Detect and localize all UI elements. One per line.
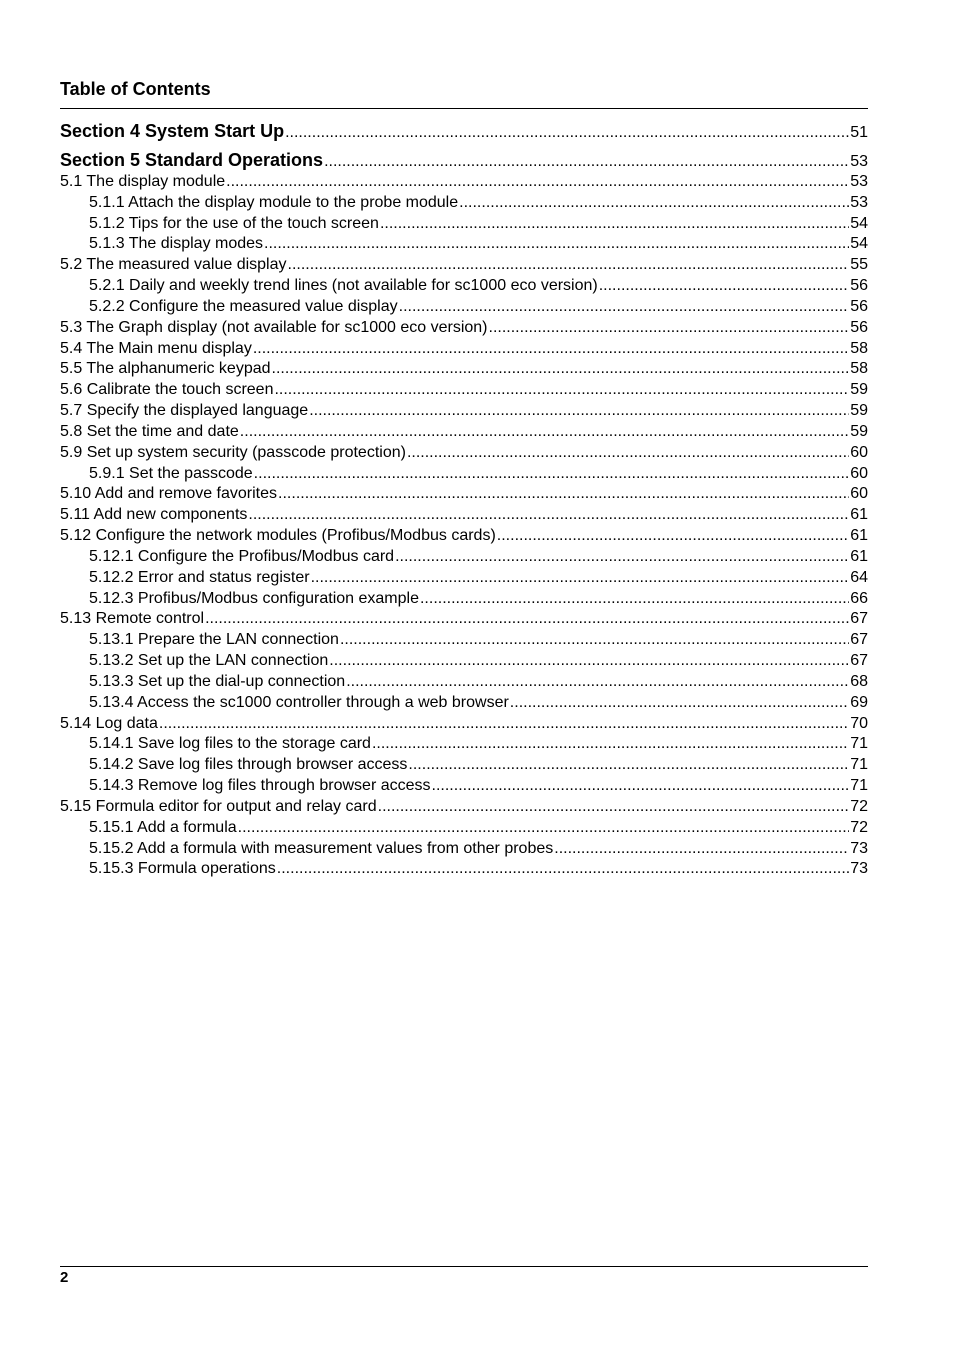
toc-dot-leader bbox=[288, 255, 850, 276]
toc-entry-page: 66 bbox=[850, 589, 868, 607]
toc-entry-page: 53 bbox=[850, 173, 868, 190]
toc-dot-leader bbox=[378, 797, 850, 818]
toc-entry-page: 55 bbox=[850, 256, 868, 274]
toc-entry[interactable] bbox=[60, 484, 868, 505]
toc-entry-label: 5.15 Formula editor for output and relay card bbox=[60, 797, 377, 815]
toc-entry-page: 54 bbox=[850, 235, 868, 253]
toc-dot-leader bbox=[497, 526, 849, 547]
toc-dot-leader bbox=[510, 693, 849, 714]
toc-entry-label: 5.12.2 Error and status register bbox=[89, 568, 310, 586]
toc-entry-label: 5.13.4 Access the sc1000 controller through a web browser bbox=[89, 693, 509, 711]
footer-page-number: 2 bbox=[60, 1269, 69, 1286]
toc-entry-label: 5.3 The Graph display (not available for sc1000 eco version) bbox=[60, 318, 488, 336]
toc-entry[interactable] bbox=[60, 651, 868, 672]
page-title: Table of Contents bbox=[60, 79, 211, 99]
toc-entry-page: 67 bbox=[850, 652, 868, 670]
toc-entry[interactable] bbox=[60, 755, 868, 776]
toc-entry-label: 5.13.2 Set up the LAN connection bbox=[89, 652, 329, 670]
toc-entry-page: 73 bbox=[850, 860, 868, 878]
toc-entry[interactable] bbox=[60, 297, 868, 318]
toc-entry-page: 67 bbox=[850, 610, 868, 628]
toc-entry[interactable] bbox=[60, 693, 868, 714]
toc-dot-leader bbox=[254, 464, 850, 485]
toc-entry-label: 5.14.3 Remove log files through browser access bbox=[89, 777, 431, 795]
toc-entry[interactable] bbox=[60, 672, 868, 693]
toc-entry[interactable] bbox=[60, 464, 868, 485]
toc-entry[interactable] bbox=[60, 589, 868, 610]
toc-entry-page: 71 bbox=[850, 777, 868, 795]
toc-entry[interactable] bbox=[60, 526, 868, 547]
toc-dot-leader bbox=[489, 318, 850, 339]
toc-entry-page: 61 bbox=[850, 506, 868, 524]
toc-entry-label: 5.2.1 Daily and weekly trend lines (not available for sc1000 eco version) bbox=[89, 277, 598, 295]
toc-entry-label: 5.1.2 Tips for the use of the touch screen bbox=[89, 214, 379, 232]
toc-section-entry[interactable] bbox=[60, 119, 868, 143]
toc-dot-leader bbox=[309, 401, 849, 422]
toc-entry[interactable] bbox=[60, 276, 868, 297]
toc-dot-leader bbox=[380, 214, 849, 235]
toc-entry-label: Section 5 Standard Operations bbox=[60, 150, 324, 170]
toc-entry-label: 5.5 The alphanumeric keypad bbox=[60, 360, 271, 378]
toc-dot-leader bbox=[346, 672, 849, 693]
page-footer bbox=[60, 1266, 868, 1288]
toc-entry-page: 61 bbox=[850, 547, 868, 565]
toc-dot-leader bbox=[238, 818, 850, 839]
toc-entry-page: 64 bbox=[850, 568, 868, 586]
toc-entry[interactable] bbox=[60, 380, 868, 401]
toc-entry-page: 60 bbox=[850, 443, 868, 461]
toc-dot-leader bbox=[324, 150, 849, 174]
toc-entry-label: 5.7 Specify the displayed language bbox=[60, 402, 309, 420]
toc-entry[interactable] bbox=[60, 401, 868, 422]
toc-entry[interactable] bbox=[60, 609, 868, 630]
toc-entry-page: 60 bbox=[850, 464, 868, 482]
toc-entry-label: 5.12 Configure the network modules (Profibus/Modbus cards) bbox=[60, 527, 496, 545]
toc-entry-page: 70 bbox=[850, 714, 868, 732]
toc-dot-leader bbox=[599, 276, 849, 297]
toc-entry[interactable] bbox=[60, 630, 868, 651]
toc-entry[interactable] bbox=[60, 568, 868, 589]
toc-entry-page: 68 bbox=[850, 672, 868, 690]
toc-entry-label: 5.9.1 Set the passcode bbox=[89, 464, 253, 482]
toc-dot-leader bbox=[240, 422, 849, 443]
toc-dot-leader bbox=[432, 776, 850, 797]
toc-entry-label: 5.13 Remote control bbox=[60, 610, 205, 628]
toc-dot-leader bbox=[399, 297, 850, 318]
toc-entry-page: 56 bbox=[850, 277, 868, 295]
toc-entry-label: 5.12.1 Configure the Profibus/Modbus card bbox=[89, 547, 395, 565]
table-of-contents bbox=[60, 119, 868, 880]
toc-dot-leader bbox=[395, 547, 849, 568]
toc-entry[interactable] bbox=[60, 818, 868, 839]
toc-entry-page: 59 bbox=[850, 402, 868, 420]
toc-entry-page: 51 bbox=[850, 124, 868, 141]
toc-dot-leader bbox=[278, 484, 849, 505]
toc-entry-page: 60 bbox=[850, 485, 868, 503]
toc-entry-page: 72 bbox=[850, 818, 868, 836]
toc-entry[interactable] bbox=[60, 859, 868, 880]
toc-entry-label: 5.15.2 Add a formula with measurement values from other probes bbox=[89, 839, 554, 857]
toc-entry-label: 5.15.3 Formula operations bbox=[89, 860, 276, 878]
toc-entry-label: 5.14.2 Save log files through browser access bbox=[89, 756, 408, 774]
toc-entry[interactable] bbox=[60, 255, 868, 276]
toc-entry-page: 58 bbox=[850, 360, 868, 378]
toc-entry[interactable] bbox=[60, 234, 868, 255]
toc-entry-page: 54 bbox=[850, 214, 868, 232]
toc-entry[interactable] bbox=[60, 839, 868, 860]
toc-entry-label: 5.11 Add new components bbox=[60, 506, 248, 524]
toc-entry-label: 5.9 Set up system security (passcode protection) bbox=[60, 443, 406, 461]
toc-dot-leader bbox=[277, 859, 849, 880]
toc-dot-leader bbox=[272, 359, 850, 380]
toc-entry-page: 71 bbox=[850, 735, 868, 753]
toc-entry-label: 5.2.2 Configure the measured value display bbox=[89, 297, 398, 315]
toc-dot-leader bbox=[205, 609, 849, 630]
toc-entry-page: 61 bbox=[850, 527, 868, 545]
toc-dot-leader bbox=[226, 172, 849, 193]
toc-entry-page: 56 bbox=[850, 318, 868, 336]
toc-dot-leader bbox=[248, 505, 849, 526]
toc-dot-leader bbox=[420, 589, 849, 610]
toc-entry-page: 53 bbox=[850, 193, 868, 211]
toc-entry-page: 56 bbox=[850, 297, 868, 315]
toc-dot-leader bbox=[253, 339, 849, 360]
toc-entry-label: 5.6 Calibrate the touch screen bbox=[60, 381, 274, 399]
toc-entry-label: 5.8 Set the time and date bbox=[60, 422, 239, 440]
toc-entry[interactable] bbox=[60, 797, 868, 818]
toc-entry[interactable] bbox=[60, 318, 868, 339]
toc-dot-leader bbox=[459, 193, 849, 214]
toc-entry[interactable] bbox=[60, 714, 868, 735]
toc-entry[interactable] bbox=[60, 172, 868, 193]
toc-entry-label: 5.4 The Main menu display bbox=[60, 339, 252, 357]
toc-dot-leader bbox=[264, 234, 849, 255]
toc-entry-page: 69 bbox=[850, 693, 868, 711]
toc-entry-label: 5.1.1 Attach the display module to the probe module bbox=[89, 193, 459, 211]
toc-section-entry[interactable] bbox=[60, 148, 868, 172]
toc-entry-page: 59 bbox=[850, 381, 868, 399]
toc-entry-label: 5.15.1 Add a formula bbox=[89, 818, 237, 836]
toc-entry-label: 5.14 Log data bbox=[60, 714, 158, 732]
toc-entry-label: 5.10 Add and remove favorites bbox=[60, 485, 278, 503]
toc-entry[interactable] bbox=[60, 547, 868, 568]
toc-dot-leader bbox=[311, 568, 850, 589]
toc-entry-label: 5.2 The measured value display bbox=[60, 256, 287, 274]
toc-entry-page: 73 bbox=[850, 839, 868, 857]
toc-entry-label: 5.13.3 Set up the dial-up connection bbox=[89, 672, 346, 690]
toc-dot-leader bbox=[554, 839, 849, 860]
toc-dot-leader bbox=[407, 443, 849, 464]
toc-entry[interactable] bbox=[60, 339, 868, 360]
toc-entry-label: 5.12.3 Profibus/Modbus configuration example bbox=[89, 589, 419, 607]
toc-entry[interactable] bbox=[60, 359, 868, 380]
toc-entry-page: 71 bbox=[850, 756, 868, 774]
toc-dot-leader bbox=[274, 380, 849, 401]
toc-entry[interactable] bbox=[60, 193, 868, 214]
toc-entry-label: Section 4 System Start Up bbox=[60, 121, 285, 141]
toc-entry-label: 5.14.1 Save log files to the storage card bbox=[89, 735, 371, 753]
toc-entry[interactable] bbox=[60, 734, 868, 755]
toc-entry[interactable] bbox=[60, 776, 868, 797]
toc-entry[interactable] bbox=[60, 214, 868, 235]
toc-entry-page: 53 bbox=[850, 153, 868, 170]
toc-entry-label: 5.1 The display module bbox=[60, 173, 226, 190]
toc-dot-leader bbox=[408, 755, 849, 776]
toc-entry[interactable] bbox=[60, 505, 868, 526]
toc-dot-leader bbox=[372, 734, 849, 755]
toc-entry-page: 58 bbox=[850, 339, 868, 357]
toc-entry[interactable] bbox=[60, 422, 868, 443]
toc-entry-page: 72 bbox=[850, 797, 868, 815]
toc-entry-label: 5.1.3 The display modes bbox=[89, 235, 264, 253]
toc-dot-leader bbox=[285, 121, 849, 145]
toc-entry-page: 67 bbox=[850, 631, 868, 649]
toc-entry-page: 59 bbox=[850, 422, 868, 440]
toc-entry[interactable] bbox=[60, 443, 868, 464]
toc-entry-label: 5.13.1 Prepare the LAN connection bbox=[89, 631, 339, 649]
toc-dot-leader bbox=[329, 651, 849, 672]
page-header bbox=[60, 78, 868, 109]
toc-dot-leader bbox=[340, 630, 849, 651]
toc-dot-leader bbox=[159, 714, 849, 735]
